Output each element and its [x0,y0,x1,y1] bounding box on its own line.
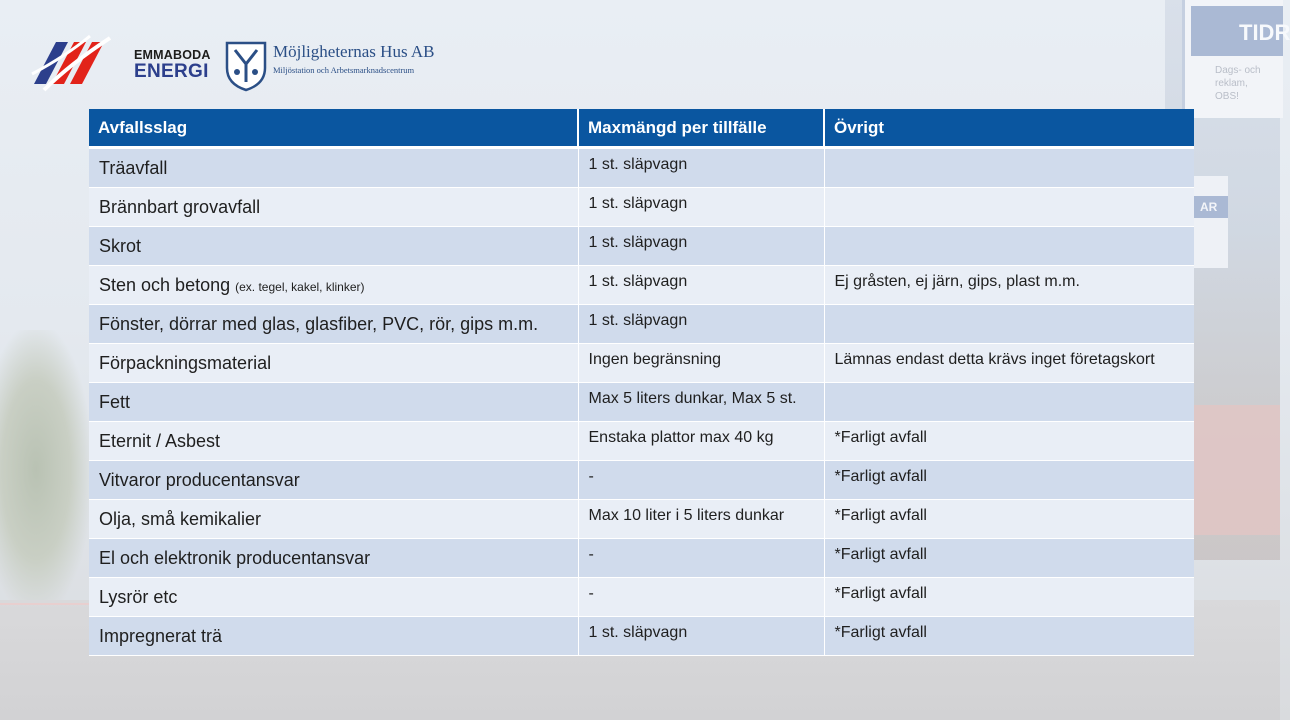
waste-type-note: (ex. tegel, kakel, klinker) [235,280,365,294]
background-sign-small-text: AR [1194,196,1228,218]
cell-ovrigt [824,578,1194,617]
table-row [89,227,1194,266]
emmaboda-name-line2: ENERGI [134,61,209,82]
emmaboda-name-line1: EMMABODA [134,48,211,62]
cell-avfallsslag [89,227,578,266]
max-amount-value: 1 st. släpvagn [588,273,688,290]
cell-maxmangd [578,344,824,383]
cell-ovrigt [824,227,1194,266]
cell-avfallsslag [89,188,578,227]
cell-avfallsslag [89,461,578,500]
waste-type-label: El och elektronik producentansvar [99,548,371,568]
background-sign-text [1215,64,1261,103]
waste-type-label: Brännbart grovavfall [99,197,261,217]
cell-avfallsslag [89,422,578,461]
other-info-value [825,149,1195,156]
other-info-value [825,227,1195,234]
cell-maxmangd [578,617,824,656]
waste-type-label: Impregnerat trä [99,626,223,646]
crest-shield-icon [224,40,268,92]
table-row [89,188,1194,227]
waste-table [89,109,1194,656]
other-info-value: *Farligt avfall [834,624,927,641]
waste-type-label: Fönster, dörrar med glas, glasfiber, PVC, rör, gips m.m. [99,314,539,334]
cell-avfallsslag [89,266,578,305]
max-amount-value: Enstaka plattor max 40 kg [588,429,774,446]
cell-avfallsslag [89,617,578,656]
table-row [89,148,1194,188]
cell-maxmangd [578,578,824,617]
background-trees [0,330,90,610]
cell-maxmangd [578,148,824,188]
cell-avfallsslag [89,539,578,578]
cell-ovrigt [824,617,1194,656]
cell-ovrigt [824,266,1194,305]
cell-avfallsslag [89,383,578,422]
cell-maxmangd [578,188,824,227]
table-row [89,266,1194,305]
header-maxmangd: Maxmängd per tillfälle [578,109,824,148]
max-amount-value: 1 st. släpvagn [588,312,688,329]
waste-type-label: Träavfall [99,158,168,178]
cell-ovrigt [824,305,1194,344]
waste-type-label: Sten och betong [99,275,231,295]
table-row [89,461,1194,500]
background-sign [1182,0,1290,118]
waste-type-label: Eternit / Asbest [99,431,221,451]
max-amount-value: 1 st. släpvagn [588,156,688,173]
cell-maxmangd [578,461,824,500]
cell-ovrigt [824,383,1194,422]
cell-ovrigt [824,539,1194,578]
header-avfallsslag: Avfallsslag [89,109,578,148]
cell-ovrigt [824,344,1194,383]
background-sign-title: TIDR [1239,20,1290,45]
max-amount-value: - [588,468,594,485]
cell-maxmangd [578,422,824,461]
table-row [89,578,1194,617]
cell-ovrigt [824,500,1194,539]
max-amount-value: 1 st. släpvagn [588,624,688,641]
max-amount-value: 1 st. släpvagn [588,195,688,212]
cell-maxmangd [578,539,824,578]
cell-ovrigt [824,422,1194,461]
table-row [89,344,1194,383]
mojlig-title: Möjligheternas Hus AB [273,42,435,61]
cell-avfallsslag [89,500,578,539]
background-sign-line: reklam, [1215,78,1248,89]
waste-type-label: Vitvaror producentansvar [99,470,300,490]
cell-ovrigt [824,148,1194,188]
table-row [89,383,1194,422]
other-info-value: *Farligt avfall [834,546,927,563]
cell-avfallsslag [89,305,578,344]
table-row [89,617,1194,656]
emmaboda-energi-logo [30,34,211,94]
other-info-value [825,383,1195,390]
max-amount-value: Max 10 liter i 5 liters dunkar [588,507,785,524]
max-amount-value: - [588,546,594,563]
other-info-value: Lämnas endast detta krävs inget företagskort [834,351,1155,368]
mojlig-subtitle: Miljöstation och Arbetsmarknadscentrum [273,65,415,75]
cell-maxmangd [578,266,824,305]
cell-ovrigt [824,461,1194,500]
other-info-value: *Farligt avfall [834,585,927,602]
table-header-row [89,109,1194,148]
waste-type-label: Lysrör etc [99,587,178,607]
table-row [89,500,1194,539]
other-info-value: *Farligt avfall [834,468,927,485]
waste-type-label: Förpackningsmaterial [99,353,272,373]
waste-type-label: Skrot [99,236,142,256]
max-amount-value: Max 5 liters dunkar, Max 5 st. [588,390,797,407]
background-sign-line: Dags- och [1215,65,1261,76]
cell-maxmangd [578,305,824,344]
waste-type-label: Fett [99,392,131,412]
emmaboda-logo-mark-icon [30,34,112,92]
table-row [89,422,1194,461]
cell-avfallsslag [89,148,578,188]
cell-avfallsslag [89,344,578,383]
table-row [89,305,1194,344]
table-row [89,539,1194,578]
cell-maxmangd [578,227,824,266]
max-amount-value: Ingen begränsning [588,351,722,368]
other-info-value: Ej gråsten, ej järn, gips, plast m.m. [834,273,1080,290]
cell-avfallsslag [89,578,578,617]
background-line [0,603,95,605]
background-sign-small [1194,176,1228,268]
mojligheternas-hus-logo [224,40,439,94]
other-info-value: *Farligt avfall [834,507,927,524]
max-amount-value: 1 st. släpvagn [588,234,688,251]
cell-maxmangd [578,500,824,539]
other-info-value [825,305,1195,312]
cell-ovrigt [824,188,1194,227]
other-info-value: *Farligt avfall [834,429,927,446]
background-container [1193,405,1280,535]
background-sign-line: OBS! [1215,91,1239,102]
cell-maxmangd [578,383,824,422]
waste-type-label: Olja, små kemikalier [99,509,262,529]
header-ovrigt: Övrigt [824,109,1194,148]
max-amount-value: - [588,585,594,602]
other-info-value [825,188,1195,195]
